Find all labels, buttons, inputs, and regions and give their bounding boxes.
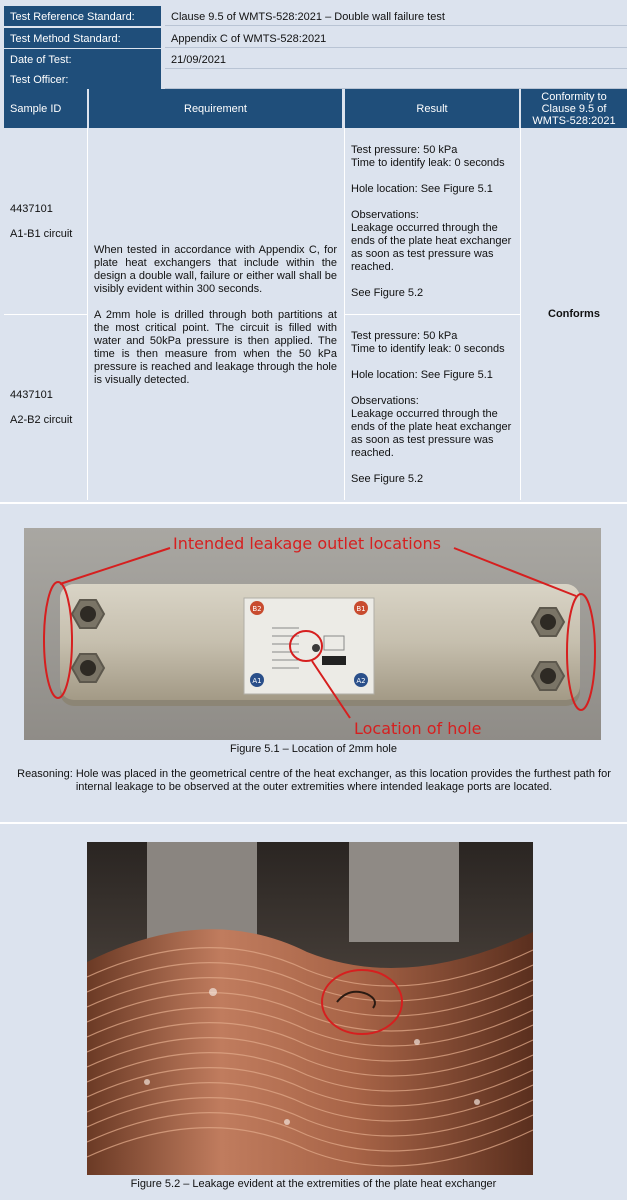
result-observations-title: Observations:: [351, 209, 419, 221]
port-label-a2: A2: [356, 677, 366, 685]
result-pressure: Test pressure: 50 kPa: [351, 330, 458, 342]
port-label-b2: B2: [252, 605, 262, 613]
result-hole: Hole location: See Figure 5.1: [351, 183, 493, 195]
header-label: Test Reference Standard:: [4, 6, 161, 26]
header-label: Date of Test:: [4, 49, 161, 69]
copper-coil-photo: [87, 842, 533, 1175]
sample-id: 4437101: [10, 203, 53, 215]
heat-exchanger-photo: [24, 528, 601, 740]
requirement-paragraph: A 2mm hole is drilled through both partitions at the most critical point. The circuit is filled with water and 50kPa pressure is then applied. The time is then measure from when the 50 kPa pressure is reached and leakage through the hole is visually detected.: [94, 309, 337, 386]
requirement-paragraph: When tested in accordance with Appendix C, for plate heat exchangers that include within the design a double wall, failure or either wall shall be visibly evident within 300 seconds.: [94, 244, 337, 295]
header-row-officer: [4, 69, 627, 89]
result-see-figure: See Figure 5.2: [351, 287, 424, 299]
circuit-label: A1-B1 circuit: [10, 228, 73, 240]
figure-5-2-caption: Figure 5.2 – Leakage evident at the extremities of the plate heat exchanger: [130, 1178, 497, 1190]
result-time: Time to identify leak: 0 seconds: [351, 343, 505, 355]
column-header-requirement: Requirement: [89, 89, 342, 128]
header-label: Test Method Standard:: [4, 28, 161, 48]
header-row-method: [4, 28, 627, 48]
column-header-conformity: Conformity to Clause 9.5 of WMTS-528:2021: [521, 89, 627, 128]
table-divider: [87, 128, 88, 500]
result-cell: [351, 330, 516, 486]
table-divider: [4, 314, 87, 315]
column-header-sample-id: Sample ID: [4, 89, 87, 128]
figure-5-2-photo: [87, 842, 533, 1175]
result-observations: Leakage occurred through the ends of the plate heat exchanger as soon as test pressure was reached.: [351, 408, 512, 459]
section-divider: [0, 822, 627, 824]
result-observations: Leakage occurred through the ends of the plate heat exchanger as soon as test pressure was reached.: [351, 222, 512, 273]
header-value: Clause 9.5 of WMTS-528:2021 – Double wall failure test: [165, 6, 627, 26]
annotation-hole-location: Location of hole: [354, 719, 482, 738]
header-value: [165, 69, 627, 89]
table-divider: [345, 314, 520, 315]
result-time: Time to identify leak: 0 seconds: [351, 157, 505, 169]
header-value: 21/09/2021: [165, 49, 627, 69]
requirement-text: [94, 244, 337, 387]
annotation-outlet-locations: Intended leakage outlet locations: [173, 534, 441, 553]
reasoning-text: Reasoning: Hole was placed in the geometrical centre of the heat exchanger, as this location provides the furthest path for internal leakage to be observed at the outer extremities where intended leakage ports are located.: [17, 768, 611, 793]
header-row-date: [4, 49, 627, 69]
header-row-reference: [4, 6, 627, 26]
port-label-b1: B1: [356, 605, 366, 613]
section-divider: [0, 502, 627, 504]
figure-5-1-photo: [24, 528, 601, 740]
figure-5-1-caption: Figure 5.1 – Location of 2mm hole: [230, 743, 397, 755]
port-label-a1: A1: [252, 677, 262, 685]
conformity-value: Conforms: [548, 308, 600, 320]
circuit-label: A2-B2 circuit: [10, 414, 73, 426]
header-value: Appendix C of WMTS-528:2021: [165, 28, 627, 48]
column-header-result: Result: [345, 89, 519, 128]
result-see-figure: See Figure 5.2: [351, 473, 424, 485]
sample-id: 4437101: [10, 389, 53, 401]
result-hole: Hole location: See Figure 5.1: [351, 369, 493, 381]
result-pressure: Test pressure: 50 kPa: [351, 144, 458, 156]
result-observations-title: Observations:: [351, 395, 419, 407]
header-label: Test Officer:: [4, 69, 161, 89]
table-row: [10, 203, 72, 241]
table-row: [10, 389, 72, 427]
result-cell: [351, 144, 516, 300]
